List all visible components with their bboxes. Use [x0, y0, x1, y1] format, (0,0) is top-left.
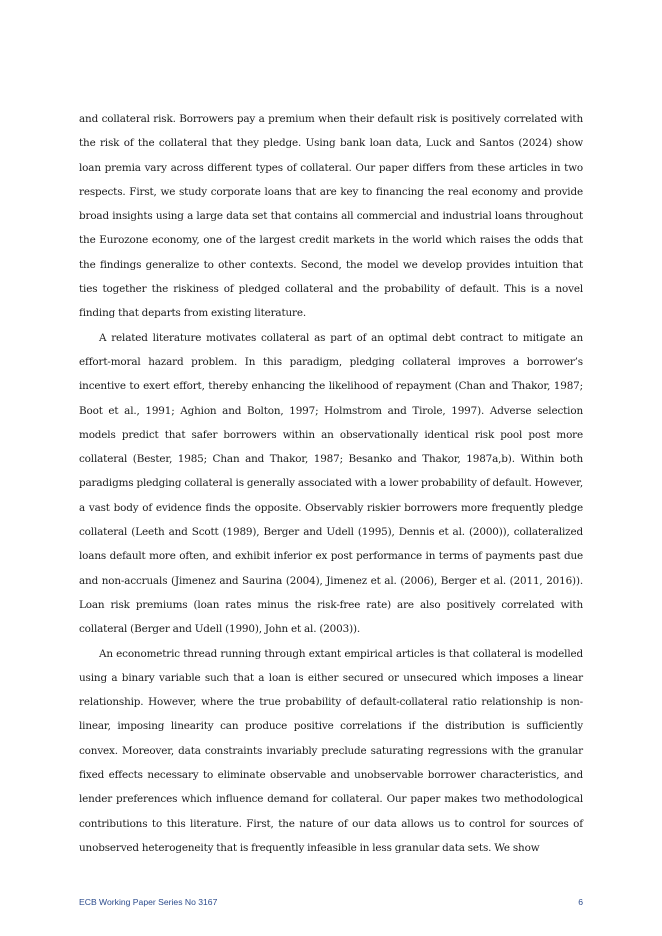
footer-series-title: ECB Working Paper Series No 3167: [79, 897, 218, 907]
footer-page-number: 6: [578, 897, 583, 907]
paragraph-related-literature: A related literature motivates collateral as part of an optimal debt contract to mitigate an effort-moral hazard problem. In this paradigm, pledging collateral improves a borrower’s incentive to exert effort, thereby enhancing the likelihood of repayment (Chan and Thakor, 1987; Boot et al., 1991; Aghion and Bolton, 1997; Holmstrom and Tirole, 1997). Adverse selection models predict that safer borrowers within an observationally identical risk pool post more collateral (Bester, 1985; Chan and Thakor, 1987; Besanko and Thakor, 1987a,b). Within both paradigms pledging collateral is generally associated with a lower probability of default. However, a vast body of evidence finds the opposite. Observably riskier borrowers more frequently pledge collateral (Leeth and Scott (1989), Berger and Udell (1995), Dennis et al. (2000)), collateralized loans default more often, and exhibit inferior ex post performance in terms of payments past due and non-accruals (Jimenez and Saurina (2004), Jimenez et al. (2006), Berger et al. (2011, 2016)). Loan risk premiums (loan rates minus the risk-free rate) are also positively correlated with collateral (Berger and Udell (1990), John et al. (2003)).: [79, 331, 583, 636]
paragraph-continued: and collateral risk. Borrowers pay a premium when their default risk is positively correlated with the risk of the collateral that they pledge. Using bank loan data, Luck and Santos (2024) show loan premia vary across different types of collateral. Our paper differs from these articles in two respects. First, we study corporate loans that are key to financing the real economy and provide broad insights using a large data set that contains all commercial and industrial loans throughout the Eurozone economy, one of the largest credit markets in the world which raises the odds that the findings generalize to other contexts. Second, the model we develop provides intuition that ties together the riskiness of pledged collateral and the probability of default. This is a novel finding that departs from existing literature.: [79, 113, 583, 320]
body-text: [79, 107, 583, 860]
paragraph-econometric-thread: An econometric thread running through extant empirical articles is that collateral is modelled using a binary variable such that a loan is either secured or unsecured which imposes a linear relationship. However, where the true probability of default-collateral ratio relationship is non-linear, imposing linearity can produce positive correlations if the distribution is sufficiently convex. Moreover, data constraints invariably preclude saturating regressions with the granular fixed effects necessary to eliminate observable and unobservable borrower characteristics, and lender preferences which influence demand for collateral. Our paper makes two methodological contributions to this literature. First, the nature of our data allows us to control for sources of unobserved heterogeneity that is frequently infeasible in less granular data sets. We show: [79, 647, 583, 854]
